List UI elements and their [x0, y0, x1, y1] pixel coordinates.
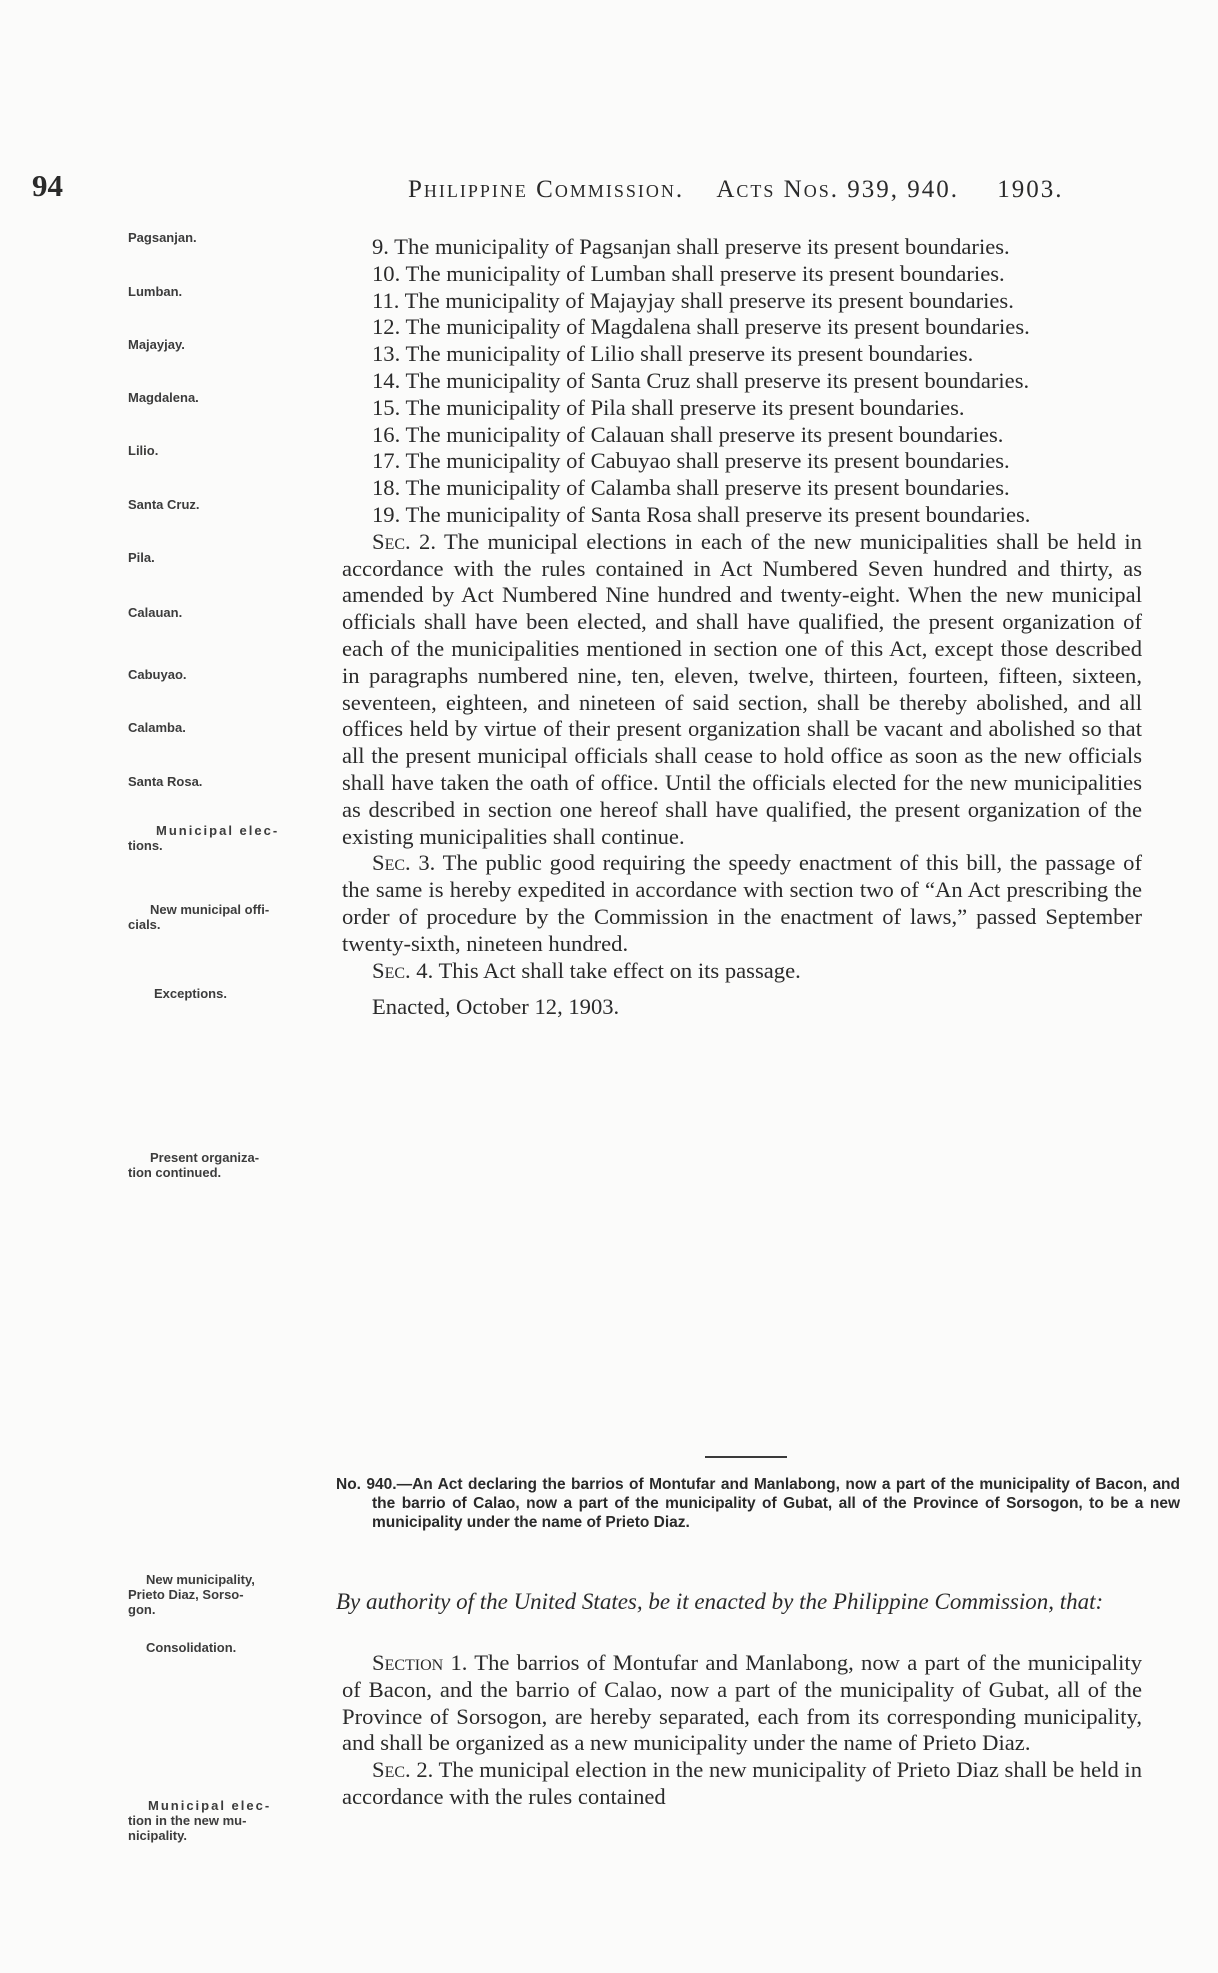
page-number: 94 [32, 168, 63, 203]
margin-note-line: nicipality. [128, 1828, 187, 1843]
margin-note-line: tions. [128, 838, 163, 853]
margin-note-exceptions: Exceptions. [154, 986, 227, 1001]
act-940-title: No. 940.—An Act declaring the barrios of Montufar and Manlabong, now a part of the municipality of Bacon, and the barrio of Calao, now a part of the municipality of Gubat, all of the Province of Sorsogon, to be a new municipality under the name of Prieto Diaz. [336, 1476, 1180, 1531]
margin-note-line: New municipal offi- [150, 902, 270, 917]
paragraph-13: 13. The municipality of Lilio shall preserve its present boundaries. [372, 341, 974, 367]
act-940-body [342, 1650, 1142, 1811]
section-label: Sec. 2. [372, 528, 436, 554]
margin-note-line: cials. [128, 917, 161, 932]
enacting-clause: By authority of the United States, be it enacted by the Philippine Commission, that: [336, 1589, 1104, 1614]
margin-note-magdalena: Magdalena. [128, 390, 199, 405]
section-text: The barrios of Montufar and Manlabong, now a part of the municipality of Bacon, and the barrio of Calao, now a part of the municipality of Gubat, all of the Province of Sorsogon, are hereby separated, each from its corresponding municipality, and shall be organized as a new municipality under the name of Prieto Diaz. [342, 1650, 1142, 1756]
section-3 [342, 850, 1142, 957]
margin-note-line: tion continued. [128, 1165, 222, 1180]
margin-note-new-municipality [128, 1572, 255, 1617]
paragraph-15: 15. The municipality of Pila shall preserve its present boundaries. [372, 394, 965, 420]
section-text: The municipal elections in each of the new municipalities shall be held in accordance with the rules contained in Act Numbered Seven hundred and thirty, as amended by Act Numbered Nine hundred and twenty-eight. When the new municipal officials shall have been elected, and shall have qualified, the present organization of each of the municipalities mentioned in section one of this Act, except those described in paragraphs numbered nine, ten, eleven, twelve, thirteen, fourteen, fifteen, sixteen, seventeen, eighteen, and nineteen of said section, shall be thereby abolished, and all offices held by virtue of their present organization shall be vacant and abolished so that all the present municipal officials shall cease to hold office as soon as the new officials shall have taken the oath of office. Until the officials elected for the new municipalities as described in section one hereof shall have qualified, the present organization of the existing municipalities shall continue. [342, 528, 1142, 849]
margin-note-santa-cruz: Santa Cruz. [128, 497, 200, 512]
margin-note-present-organization [128, 1150, 259, 1180]
margin-note-line: Prieto Diaz, Sorso- [128, 1587, 244, 1602]
paragraph-9: 9. The municipality of Pagsanjan shall preserve its present boundaries. [372, 234, 1010, 259]
section-text: The public good requiring the speedy enactment of this bill, the passage of the same is hereby expedited in accordance with section two of “An Act prescribing the order of procedure by the Commission in the enactment of laws,” passed September twenty-sixth, nineteen hundred. [342, 850, 1142, 956]
margin-note-new-officials [128, 902, 269, 932]
margin-note-lumban: Lumban. [128, 284, 183, 299]
paragraph-19: 19. The municipality of Santa Rosa shall preserve its present boundaries. [372, 501, 1031, 527]
section-2-new [342, 1757, 1142, 1811]
section-label: Sec. 3. [372, 850, 436, 876]
margin-note-pila: Pila. [128, 550, 155, 565]
margin-note-calamba: Calamba. [128, 720, 186, 735]
section-1 [342, 1650, 1142, 1757]
running-head-year: 1903. [997, 176, 1064, 203]
margin-note-pagsanjan: Pagsanjan. [128, 230, 197, 245]
section-label: Sec. 4. [372, 957, 434, 983]
act-939-body [342, 234, 1142, 1021]
margin-note-line: Municipal elec- [156, 823, 280, 838]
section-label: Sec. 2. [372, 1757, 434, 1783]
section-label: Section 1. [372, 1650, 468, 1675]
margin-note-calauan: Calauan. [128, 605, 183, 620]
margin-note-cabuyao: Cabuyao. [128, 667, 187, 682]
margin-note-municipal-election-new [128, 1798, 271, 1843]
running-head-acts: Acts Nos. 939, 940. [716, 176, 959, 203]
margin-note-santa-rosa: Santa Rosa. [128, 774, 203, 789]
margin-note-line: Present organiza- [150, 1150, 260, 1165]
running-head-title: Philippine Commission. [408, 176, 685, 203]
section-divider [705, 1456, 787, 1458]
section-text: The municipal election in the new municipality of Prieto Diaz shall be held in accordance with the rules contained [342, 1757, 1142, 1809]
paragraph-12: 12. The municipality of Magdalena shall preserve its present boundaries. [372, 314, 1030, 340]
section-4 [342, 958, 1142, 985]
paragraph-14: 14. The municipality of Santa Cruz shall preserve its present boundaries. [372, 367, 1030, 393]
paragraph-16: 16. The municipality of Calauan shall preserve its present boundaries. [372, 421, 1004, 447]
paragraph-17: 17. The municipality of Cabuyao shall preserve its present boundaries. [372, 448, 1010, 474]
enacted-date: Enacted, October 12, 1903. [372, 994, 620, 1020]
margin-note-line: gon. [128, 1602, 156, 1617]
section-text: This Act shall take effect on its passage. [433, 957, 801, 983]
paragraph-18: 18. The municipality of Calamba shall preserve its present boundaries. [372, 475, 1010, 501]
margin-note-majayjay: Majayjay. [128, 337, 185, 352]
margin-note-line: tion in the new mu- [128, 1813, 247, 1828]
running-head [408, 176, 1063, 204]
margin-note-line: Municipal elec- [148, 1798, 272, 1813]
paragraph-11: 11. The municipality of Majayjay shall preserve its present boundaries. [372, 287, 1014, 313]
paragraph-10: 10. The municipality of Lumban shall preserve its present boundaries. [372, 260, 1005, 286]
margin-note-consolidation: Consolidation. [146, 1640, 237, 1655]
margin-note-line: New municipality, [146, 1572, 255, 1587]
margin-note-lilio: Lilio. [128, 443, 159, 458]
margin-note-municipal-elections [128, 823, 279, 853]
section-2 [342, 529, 1142, 851]
